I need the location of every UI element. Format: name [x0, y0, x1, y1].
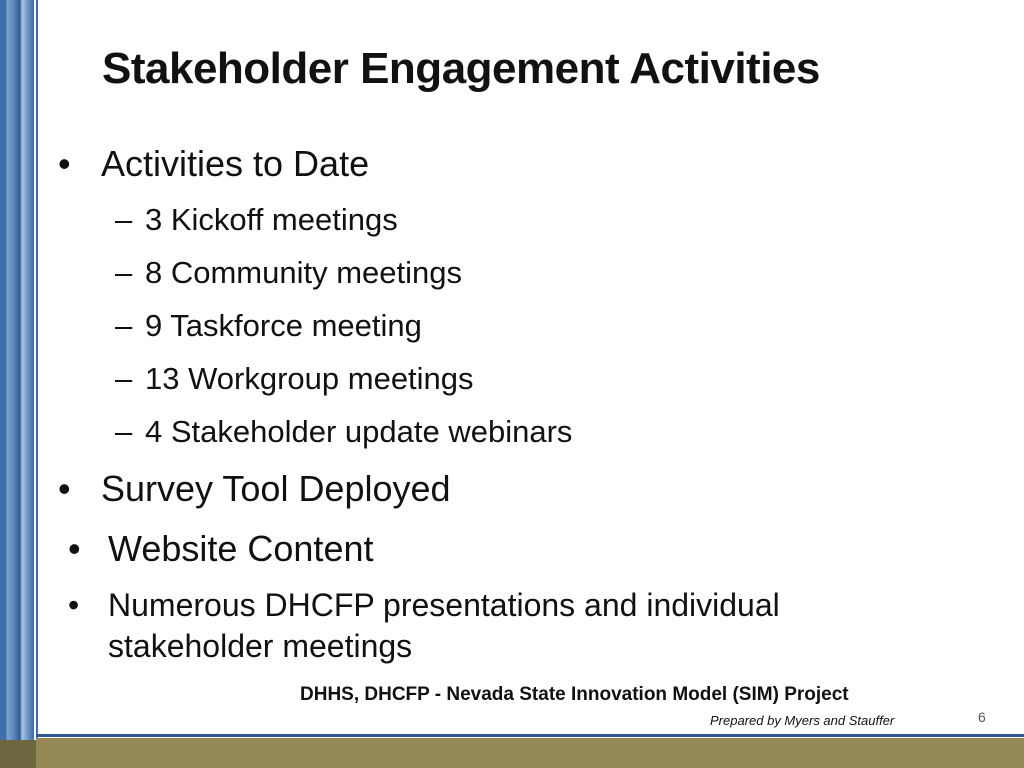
sub-bullet-dash: – — [115, 202, 133, 237]
sub-bullet-webinars: 4 Stakeholder update webinars — [145, 414, 573, 449]
bottom-corner-block — [0, 740, 36, 768]
bullet-glyph: • — [58, 143, 71, 184]
footer-project-name: DHHS, DHCFP - Nevada State Innovation Model (SIM) Project — [300, 684, 849, 705]
sub-bullet-kickoff: 3 Kickoff meetings — [145, 202, 398, 237]
bottom-decorative-band — [36, 738, 1024, 768]
sub-bullet-workgroup: 13 Workgroup meetings — [145, 361, 474, 396]
bullet-glyph: • — [58, 468, 71, 509]
bullet-website-content: Website Content — [108, 528, 374, 569]
slide-title: Stakeholder Engagement Activities — [102, 44, 820, 93]
footer-prepared-by: Prepared by Myers and Stauffer — [710, 713, 895, 728]
bottom-divider-line — [36, 734, 1024, 737]
bullet-dhcfp-presentations-continuation: stakeholder meetings — [108, 628, 413, 664]
bullet-glyph: • — [68, 587, 80, 623]
bullet-activities-to-date: Activities to Date — [101, 143, 370, 184]
left-divider-line — [36, 0, 38, 740]
sub-bullet-dash: – — [115, 414, 133, 449]
bullet-glyph: • — [68, 528, 81, 569]
sub-bullet-dash: – — [115, 361, 133, 396]
sub-bullet-dash: – — [115, 255, 133, 290]
page-number: 6 — [978, 709, 986, 725]
bullet-survey-tool: Survey Tool Deployed — [101, 468, 451, 509]
sub-bullet-dash: – — [115, 308, 133, 343]
left-decorative-bar — [0, 0, 34, 740]
sub-bullet-community: 8 Community meetings — [145, 255, 463, 290]
sub-bullet-taskforce: 9 Taskforce meeting — [145, 308, 422, 343]
bullet-dhcfp-presentations: Numerous DHCFP presentations and individual — [108, 587, 780, 623]
